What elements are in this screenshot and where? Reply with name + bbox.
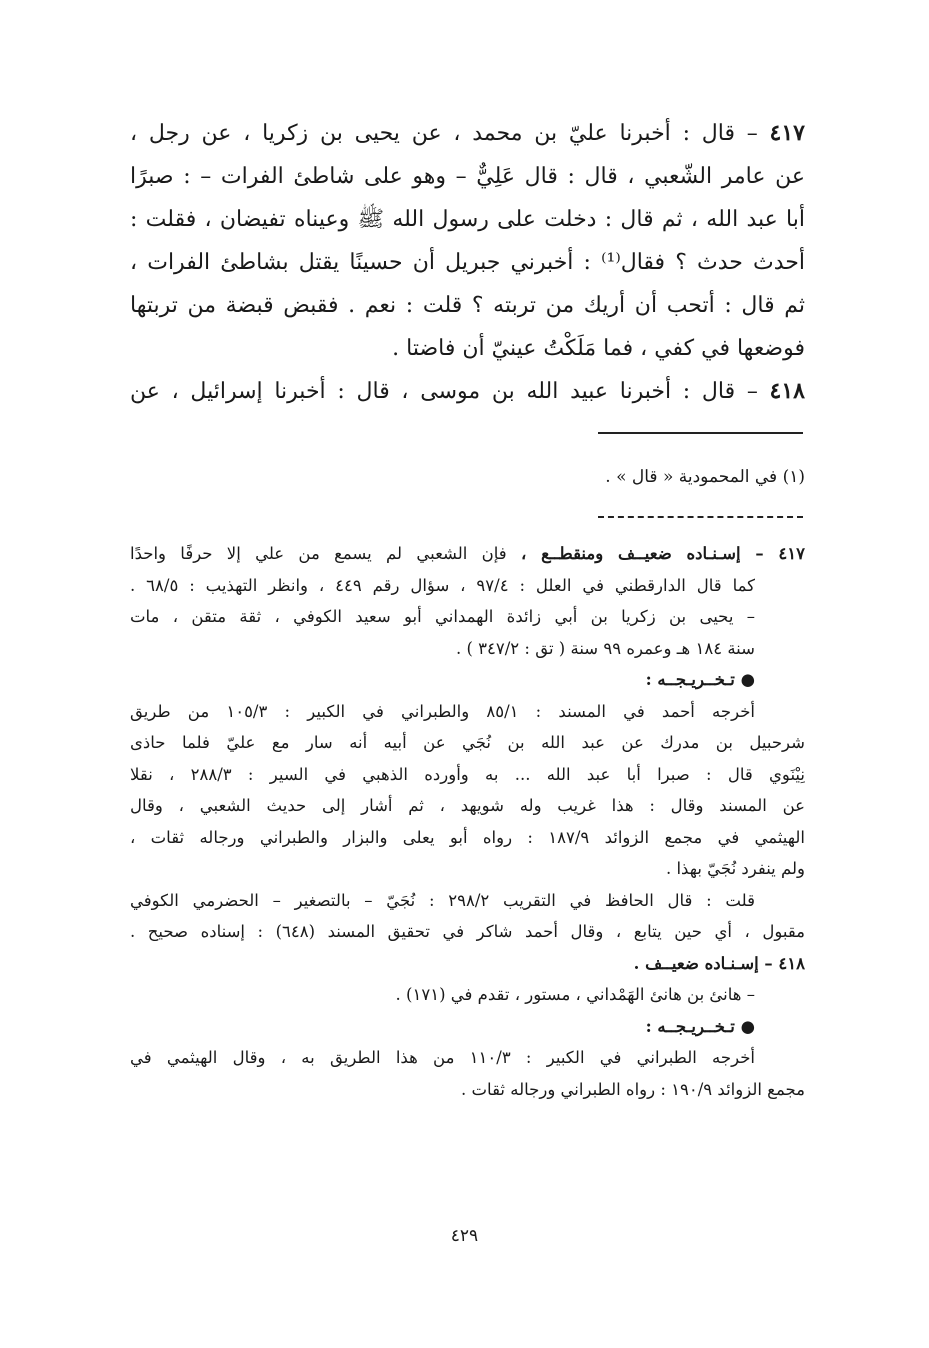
hadith-417-line-6: فوضعها في كفي ، فما مَلَكْتُ عينيّ أن فاضتا .: [392, 336, 805, 361]
takhrij-1-line-6: ولم ينفرد نُجَيّ بهذا .: [665, 859, 805, 878]
main-text: [130, 112, 805, 413]
takhrij-1-line-2: شرحبيل بن مدرك عن عبد الله بن نُجَي عن أبيه أنه سار مع عليّ فلما حاذى: [130, 733, 805, 752]
commentary-417-line-2: كما قال الدارقطني في العلل : ٩٧/٤ ، سؤال رقم ٤٤٩ ، وانظر التهذيب : ٦٨/٥ .: [130, 575, 755, 595]
hadith-417-line-1: ٤١٧ – قال : أخبرنا عليّ بن محمد ، عن يحيى بن زكريا ، عن رجل ،: [130, 120, 805, 146]
hadith-417-line-4: أحدث حدث ؟ فقال⁽¹⁾ : أخبرني جبريل أن حسينًا يقتل بشاطئ الفرات ،: [130, 250, 805, 275]
takhrij-heading-2: ● تـخــريـجــه :: [645, 1016, 755, 1036]
takhrij-heading-1: ● تـخــريـجــه :: [645, 670, 755, 689]
takhrij-2-line-2: مجمع الزوائد ١٩٠/٩ : رواه الطبراني ورجاله ثقات .: [461, 1079, 805, 1099]
hadith-417-line-2: عن عامر الشّعبي ، قال : قال عَلِيٌّ – وهو على شاطئ الفرات – : صبرًا: [130, 164, 805, 189]
footnote-1: (١) في المحمودية « قال » .: [605, 467, 805, 487]
footnote-separator: [598, 432, 803, 434]
takhrij-1-line-5: الهيثمي في مجمع الزوائد ١٨٧/٩ : رواه أبو يعلى والبزار والطبراني ورجاله ثقات ،: [130, 827, 805, 847]
commentary-417-line-1: ٤١٧ – إسـنـاده ضعيــف ومنقطــع ، فإن الشعبي لم يسمع من علي إلا حرفًا واحدًا: [130, 544, 805, 563]
commentary-418-heading: – إسـنـاده ضعيــف .: [633, 953, 779, 973]
hadith-417-line-3: أبا عبد الله ، ثم قال : دخلت على رسول الله ﷺ وعيناه تفيضان ، فقلت :: [130, 207, 805, 232]
hadith-418-number: ٤١٨: [769, 378, 805, 404]
hadith-417-number: ٤١٧: [769, 120, 805, 146]
takhrij-2-line-1: أخرجه الطبراني في الكبير : ١١٠/٣ من هذا الطريق به ، وقال الهيثمي في: [130, 1048, 755, 1067]
commentary: [130, 538, 805, 1105]
qultu-line-2: مقبول ، أي حين يتابع ، وقال أحمد شاكر في تحقيق المسند (٦٤٨) : إسناده صحيح .: [130, 922, 805, 941]
hadith-418-line-1: ٤١٨ – قال : أخبرنا عبيد الله بن موسى ، قال : أخبرنا إسرائيل ، عن: [130, 378, 805, 404]
commentary-418-line-1: ٤١٨ – إسـنـاده ضعيــف .: [633, 953, 805, 973]
commentary-417-heading: – إسـنـاده ضعيــف ومنقطــع ،: [520, 544, 779, 563]
takhrij-1-line-3: نِيْنَوي قال : صبرا أبا عبد الله ... به وأورده الذهبي في السير : ٢٨٨/٣ ، نقلا: [130, 764, 805, 784]
qultu-line-1: قلت : قال الحافظ في التقريب ٢٩٨/٢ : نُجَيّ – بالتصغير – الحضرمي الكوفي: [130, 890, 755, 910]
hadith-417-line-5: ثم قال : أتحب أن أريك من تربته ؟ قلت : نعم . فقبض قبضة من تربتها: [130, 293, 805, 318]
takhrij-1-line-4: عن المسند وقال : هذا غريب وله شويهد ، ثم أشار إلى حديث الشعبي ، وقال: [130, 796, 805, 815]
commentary-417-line-4: سنة ١٨٤ هـ وعمره ٩٩ سنة ( تق : ٣٤٧/٢ ) .: [455, 638, 755, 658]
page-number: ٤٢٩: [450, 1226, 479, 1246]
commentary-417-line-3: – يحيى بن زكريا بن أبي زائدة الهمداني أبو سعيد الكوفي ، ثقة متقن ، مات: [130, 607, 755, 626]
commentary-418-line-2: – هانئ بن هانئ الهَمْداني ، مستور ، تقدم في (١٧١) .: [395, 985, 755, 1004]
commentary-separator: [598, 516, 803, 518]
takhrij-1-line-1: أخرجه أحمد في المسند : ٨٥/١ والطبراني في الكبير : ١٠٥/٣ من طريق: [130, 701, 755, 721]
